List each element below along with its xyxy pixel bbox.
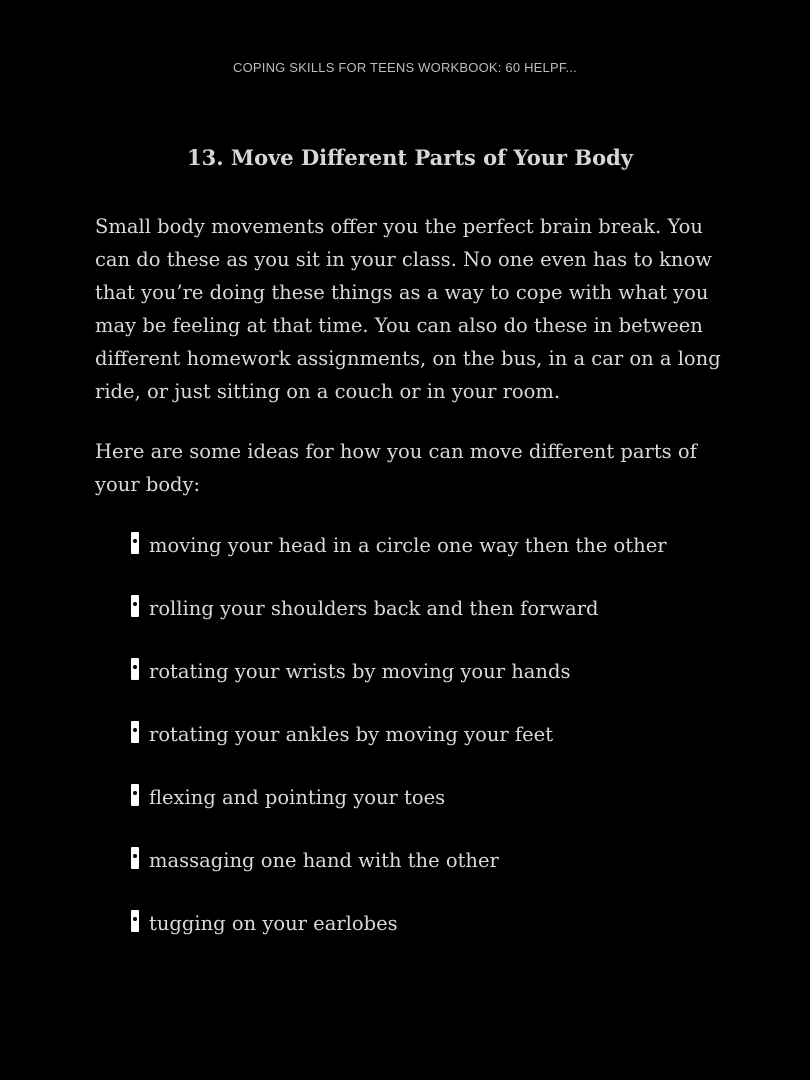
list-item bbox=[130, 909, 725, 972]
list-item bbox=[130, 720, 725, 783]
reading-page bbox=[95, 140, 725, 972]
list-item-text: rotating your wrists by moving your hands bbox=[149, 660, 571, 683]
bullet-icon bbox=[131, 721, 139, 743]
body-paragraph: Small body movements offer you the perfect brain break. You can do these as you sit in your class. No one even has to know that you’re doing these things as a way to cope with what you may be feeling at that time. You can also do these in between different homework assignments, on the bus, in a car on a long ride, or just sitting on a couch or in your room. bbox=[95, 215, 721, 403]
running-header: COPING SKILLS FOR TEENS WORKBOOK: 60 HELPF... bbox=[233, 60, 577, 75]
list-item bbox=[130, 783, 725, 846]
movement-ideas-list bbox=[95, 531, 725, 972]
bullet-icon bbox=[131, 847, 139, 869]
list-item-text: rotating your ankles by moving your feet bbox=[149, 723, 554, 746]
list-item-text: rolling your shoulders back and then forward bbox=[149, 597, 599, 620]
chapter-title: 13. Move Different Parts of Your Body bbox=[186, 145, 633, 170]
bullet-icon bbox=[131, 595, 139, 617]
list-item bbox=[130, 846, 725, 909]
list-item-text: flexing and pointing your toes bbox=[149, 786, 446, 809]
bullet-icon bbox=[131, 532, 139, 554]
list-item-text: tugging on your earlobes bbox=[149, 912, 398, 935]
list-item-text: massaging one hand with the other bbox=[149, 849, 499, 872]
list-item-text: moving your head in a circle one way then the other bbox=[149, 534, 667, 557]
list-item bbox=[130, 531, 725, 594]
bullet-icon bbox=[131, 910, 139, 932]
bullet-icon bbox=[131, 784, 139, 806]
body-paragraph: Here are some ideas for how you can move different parts of your body: bbox=[95, 440, 697, 496]
list-item bbox=[130, 657, 725, 720]
list-item bbox=[130, 594, 725, 657]
bullet-icon bbox=[131, 658, 139, 680]
